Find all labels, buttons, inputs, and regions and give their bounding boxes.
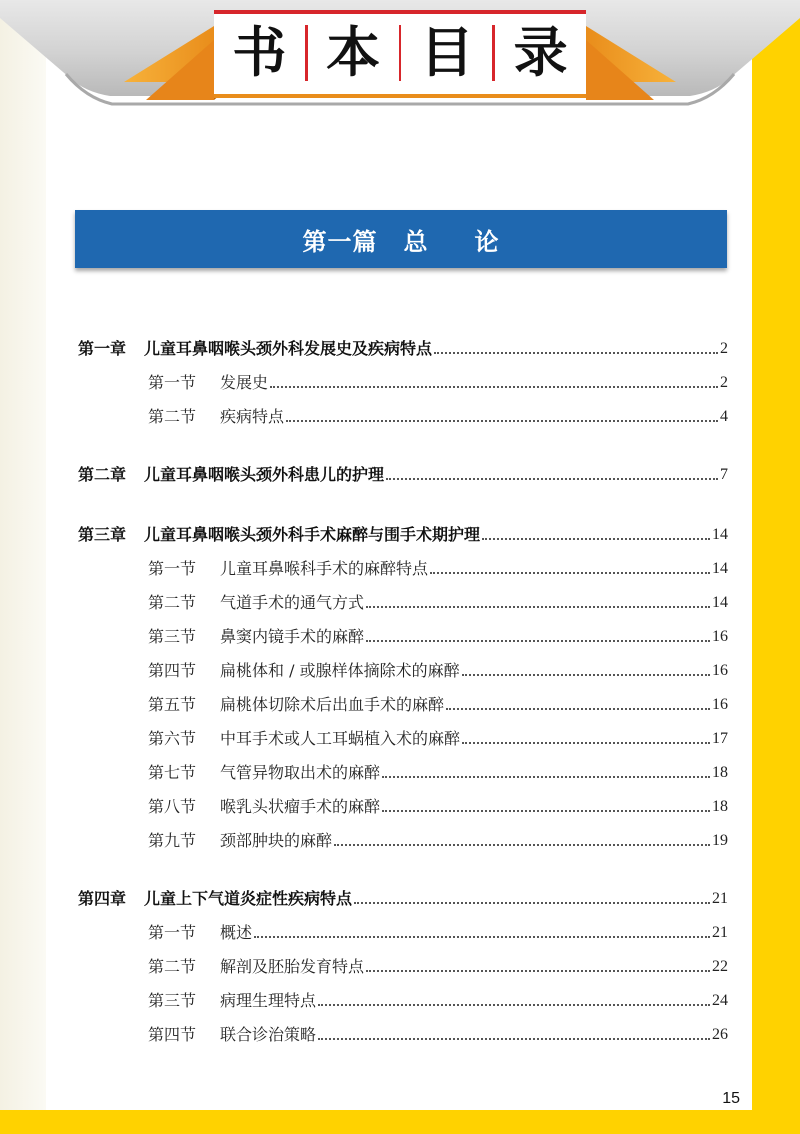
section-label: 第八节 — [148, 797, 197, 816]
chapter-title: 儿童耳鼻咽喉头颈外科发展史及疾病特点 — [144, 339, 433, 358]
part-title-a: 总 — [403, 227, 429, 256]
toc-section-row[interactable] — [148, 686, 728, 716]
chapter-title: 儿童耳鼻咽喉头颈外科患儿的护理 — [144, 465, 385, 484]
chapter-label: 第二章 — [78, 465, 127, 484]
leader-dots — [270, 386, 718, 388]
page-ref: 14 — [712, 526, 728, 543]
page-number: 15 — [722, 1090, 740, 1107]
section-title: 儿童耳鼻喉科手术的麻醉特点 — [220, 559, 429, 578]
section-label: 第四节 — [148, 661, 197, 680]
leader-dots — [382, 810, 710, 812]
section-label: 第一节 — [148, 373, 197, 392]
page-ref: 16 — [712, 628, 728, 645]
toc-chapter-row[interactable] — [78, 880, 728, 910]
yellow-frame-right — [752, 0, 800, 1134]
page-ref: 17 — [712, 730, 728, 747]
section-label: 第九节 — [148, 831, 197, 850]
chapter-label: 第一章 — [78, 339, 127, 358]
toc-section-row[interactable] — [148, 720, 728, 750]
leader-dots — [366, 606, 710, 608]
chapter-label: 第四章 — [78, 889, 127, 908]
section-label: 第三节 — [148, 991, 197, 1010]
toc-section-row[interactable] — [148, 788, 728, 818]
yellow-frame-bottom — [0, 1110, 800, 1134]
toc-chapter-row[interactable] — [78, 330, 728, 360]
leader-dots — [318, 1004, 710, 1006]
heading-char: 目 — [419, 21, 474, 84]
section-title: 气道手术的通气方式 — [220, 593, 365, 612]
section-title: 鼻窦内镜手术的麻醉 — [220, 627, 365, 646]
leader-dots — [446, 708, 710, 710]
page-ref: 24 — [712, 992, 728, 1009]
section-title: 疾病特点 — [220, 407, 285, 426]
leader-dots — [462, 674, 710, 676]
leader-dots — [254, 936, 710, 938]
leader-dots — [366, 640, 710, 642]
page-gutter — [0, 0, 46, 1134]
section-label: 第一节 — [148, 923, 197, 942]
chapter-title: 儿童耳鼻咽喉头颈外科手术麻醉与围手术期护理 — [144, 525, 481, 544]
leader-dots — [382, 776, 710, 778]
leader-dots — [318, 1038, 710, 1040]
toc-section-row[interactable] — [148, 982, 728, 1012]
chapter-title: 儿童上下气道炎症性疾病特点 — [144, 889, 353, 908]
leader-dots — [462, 742, 710, 744]
page-ref: 2 — [720, 374, 728, 391]
section-title: 扁桃体和 / 或腺样体摘除术的麻醉 — [220, 661, 460, 680]
section-title: 颈部肿块的麻醉 — [220, 831, 333, 850]
page-ref: 14 — [712, 560, 728, 577]
leader-dots — [430, 572, 710, 574]
page-ref: 7 — [720, 466, 728, 483]
toc-heading — [214, 8, 586, 98]
section-title: 概述 — [220, 923, 253, 942]
toc-chapter-row[interactable] — [78, 516, 728, 546]
toc-section-row[interactable] — [148, 550, 728, 580]
leader-dots — [386, 478, 718, 480]
section-title: 联合诊治策略 — [220, 1025, 317, 1044]
page-ref: 26 — [712, 1026, 728, 1043]
toc-chapter-row[interactable] — [78, 456, 728, 486]
toc-section-row[interactable] — [148, 1016, 728, 1046]
page-ref: 16 — [712, 696, 728, 713]
page-ref: 21 — [712, 924, 728, 941]
toc-section-row[interactable] — [148, 364, 728, 394]
leader-dots — [482, 538, 710, 540]
section-label: 第六节 — [148, 729, 197, 748]
toc-section-row[interactable] — [148, 948, 728, 978]
toc-section-row[interactable] — [148, 754, 728, 784]
section-label: 第二节 — [148, 593, 197, 612]
page-ref: 2 — [720, 340, 728, 357]
leader-dots — [366, 970, 710, 972]
section-title: 气管异物取出术的麻醉 — [220, 763, 381, 782]
section-title: 发展史 — [220, 373, 269, 392]
section-title: 喉乳头状瘤手术的麻醉 — [220, 797, 381, 816]
section-label: 第二节 — [148, 957, 197, 976]
section-label: 第二节 — [148, 407, 197, 426]
section-title: 病理生理特点 — [220, 991, 317, 1010]
page-ref: 18 — [712, 798, 728, 815]
toc-section-row[interactable] — [148, 584, 728, 614]
section-title: 中耳手术或人工耳蜗植入术的麻醉 — [220, 729, 461, 748]
leader-dots — [334, 844, 710, 846]
page-ref: 4 — [720, 408, 728, 425]
section-label: 第七节 — [148, 763, 197, 782]
page-ref: 21 — [712, 890, 728, 907]
heading-char: 本 — [326, 21, 381, 84]
page-ref: 14 — [712, 594, 728, 611]
toc-section-row[interactable] — [148, 822, 728, 852]
section-title: 解剖及胚胎发育特点 — [220, 957, 365, 976]
heading-char: 录 — [513, 21, 568, 84]
toc-section-row[interactable] — [148, 652, 728, 682]
heading-char: 书 — [232, 21, 287, 84]
toc-section-row[interactable] — [148, 618, 728, 648]
toc-section-row[interactable] — [148, 914, 728, 944]
part-number: 第一篇 — [302, 227, 378, 256]
page-ref: 18 — [712, 764, 728, 781]
leader-dots — [354, 902, 710, 904]
section-label: 第五节 — [148, 695, 197, 714]
leader-dots — [286, 420, 718, 422]
section-label: 第三节 — [148, 627, 197, 646]
part-title-b: 论 — [474, 227, 500, 256]
page-ref: 22 — [712, 958, 728, 975]
page-ref: 16 — [712, 662, 728, 679]
toc-section-row[interactable] — [148, 398, 728, 428]
section-label: 第一节 — [148, 559, 197, 578]
chapter-label: 第三章 — [78, 525, 127, 544]
section-label: 第四节 — [148, 1025, 197, 1044]
page-ref: 19 — [712, 832, 728, 849]
section-title: 扁桃体切除术后出血手术的麻醉 — [220, 695, 445, 714]
leader-dots — [434, 352, 718, 354]
part-banner — [75, 210, 727, 268]
